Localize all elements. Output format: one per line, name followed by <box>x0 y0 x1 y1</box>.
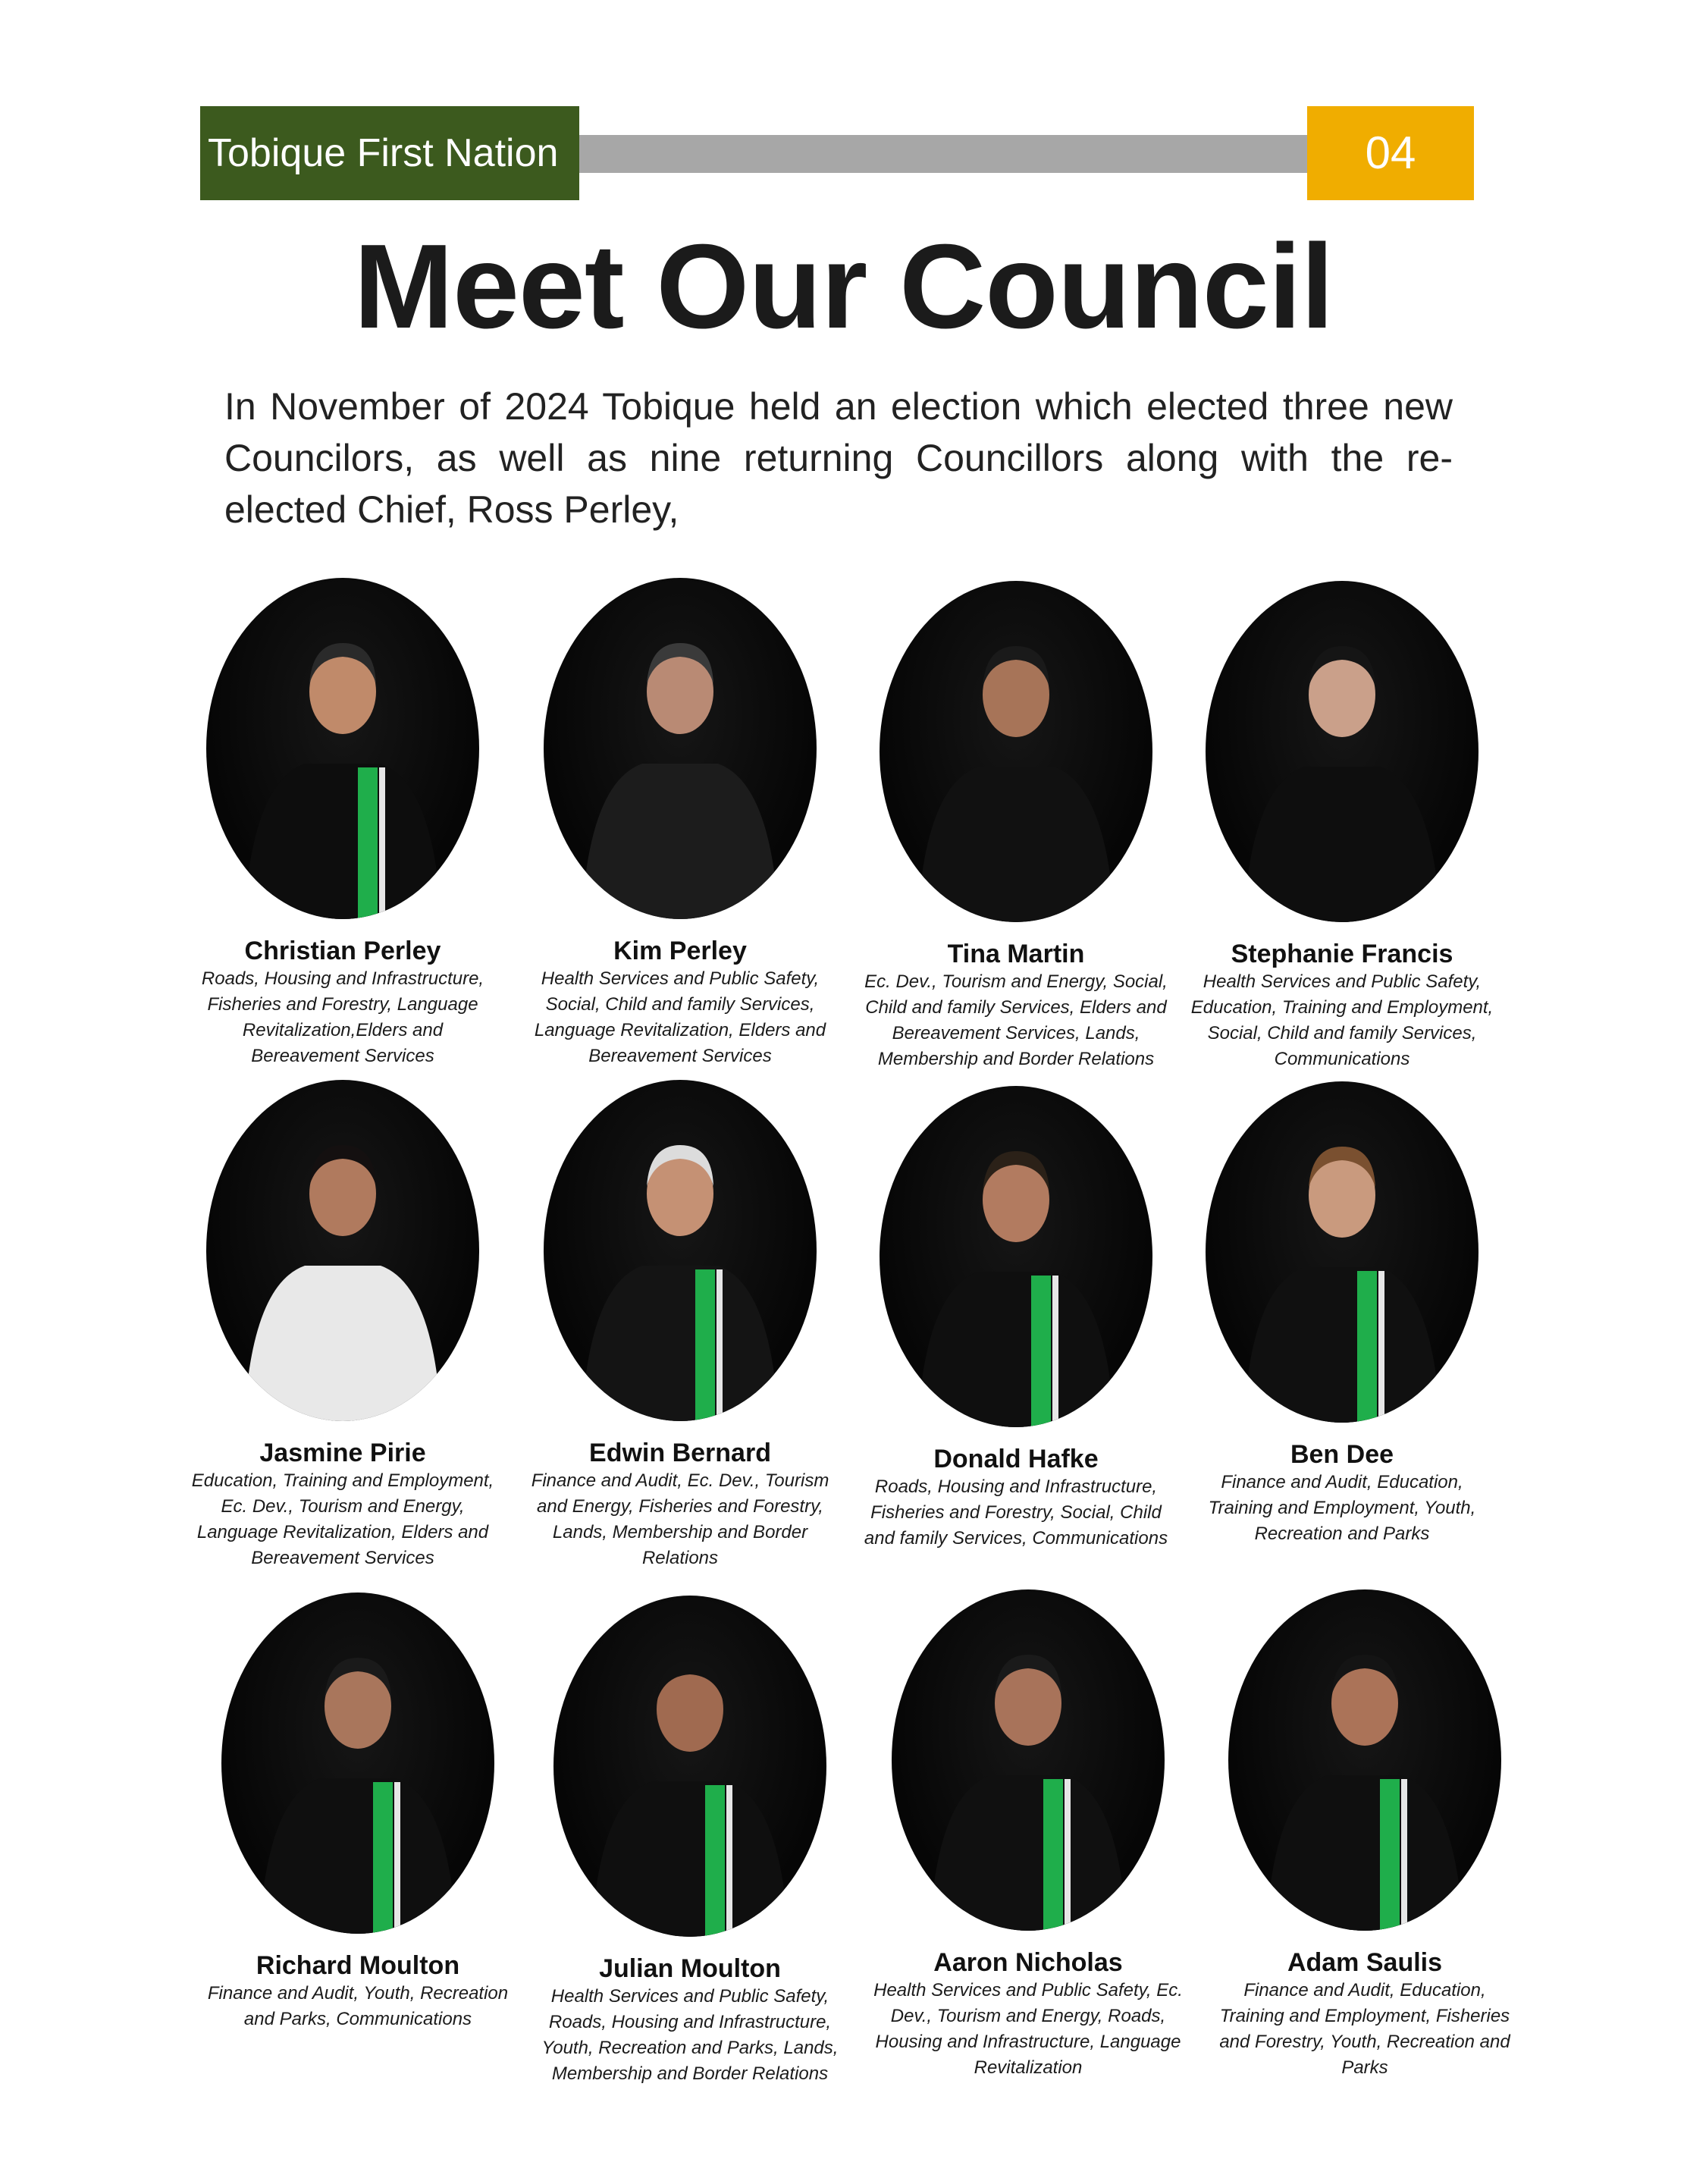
member-roles: Health Services and Public Safety, Social, Child and family Services, Language Revitalization, Elders and Bereavement Services <box>534 968 826 1066</box>
member-portrait <box>206 1080 479 1421</box>
council-member-card <box>521 1080 839 1571</box>
figure-torso <box>930 1775 1127 1931</box>
portrait-figure <box>1206 1081 1478 1423</box>
ribbon-edge <box>1052 1276 1058 1427</box>
member-name: Richard Moulton <box>256 1951 460 1980</box>
page-header <box>200 106 1474 200</box>
member-portrait <box>544 578 817 919</box>
council-member-card <box>857 581 1175 1072</box>
member-roles: Health Services and Public Safety, Education, Training and Employment, Social, Child and family Services, Communications <box>1190 971 1494 1069</box>
figure-torso <box>1243 1267 1441 1423</box>
member-name: Kim Perley <box>613 937 747 965</box>
portrait-figure <box>221 1592 494 1934</box>
figure-torso <box>1243 767 1441 922</box>
portrait-figure <box>880 1086 1152 1427</box>
ribbon-stripe <box>1031 1276 1051 1427</box>
figure-torso <box>582 764 779 919</box>
figure-torso <box>1266 1775 1463 1931</box>
member-roles: Ec. Dev., Tourism and Energy, Social, Child and family Services, Elders and Bereavement Services, Lands, Membership and Border Relations <box>864 971 1168 1069</box>
member-portrait <box>1206 1081 1478 1423</box>
council-member-card <box>199 1592 517 2032</box>
member-roles: Education, Training and Employment, Ec. Dev., Tourism and Energy, Language Revitalization, Elders and Bereavement Services <box>191 1470 494 1568</box>
member-roles: Health Services and Public Safety, Ec. Dev., Tourism and Energy, Roads, Housing and Infrastructure, Language Revitalization <box>873 1980 1183 2078</box>
member-roles: Finance and Audit, Youth, Recreation and Parks, Communications <box>207 1983 509 2029</box>
member-portrait <box>553 1596 826 1937</box>
member-name: Aaron Nicholas <box>933 1948 1123 1977</box>
figure-torso <box>917 767 1115 922</box>
council-member-card <box>1183 1081 1501 1547</box>
member-name: Stephanie Francis <box>1231 940 1453 968</box>
page-number: 04 <box>1307 106 1474 200</box>
council-member-card <box>531 1596 849 2087</box>
org-name: Tobique First Nation <box>200 106 579 200</box>
council-member-card <box>869 1589 1187 2081</box>
portrait-figure <box>206 578 479 919</box>
figure-torso <box>244 1266 441 1421</box>
portrait-figure <box>880 581 1152 922</box>
council-member-card <box>1183 581 1501 1072</box>
member-portrait <box>206 578 479 919</box>
council-member-card <box>857 1086 1175 1552</box>
member-portrait <box>880 581 1152 922</box>
member-name: Adam Saulis <box>1287 1948 1443 1977</box>
portrait-figure <box>1228 1589 1501 1931</box>
member-name: Donald Hafke <box>933 1445 1099 1473</box>
council-member-card <box>183 1080 502 1571</box>
ribbon-edge <box>717 1269 723 1421</box>
member-portrait <box>1228 1589 1501 1931</box>
member-name: Edwin Bernard <box>589 1439 771 1467</box>
member-portrait <box>1206 581 1478 922</box>
portrait-figure <box>892 1589 1165 1931</box>
member-name: Ben Dee <box>1290 1440 1394 1469</box>
council-member-card <box>1206 1589 1524 2081</box>
member-roles: Roads, Housing and Infrastructure, Fisheries and Forestry, Language Revitalization,Elders and Bereavement Services <box>201 968 484 1066</box>
ribbon-stripe <box>695 1269 715 1421</box>
council-member-card <box>183 578 502 1069</box>
member-portrait <box>892 1589 1165 1931</box>
member-portrait <box>880 1086 1152 1427</box>
ribbon-stripe <box>373 1782 393 1934</box>
member-roles: Roads, Housing and Infrastructure, Fisheries and Forestry, Social, Child and family Services, Communications <box>864 1476 1168 1549</box>
figure-torso <box>259 1778 456 1934</box>
ribbon-stripe <box>1380 1779 1400 1931</box>
portrait-figure <box>544 1080 817 1421</box>
figure-torso <box>591 1781 789 1937</box>
ribbon-stripe <box>1043 1779 1063 1931</box>
figure-torso <box>582 1266 779 1421</box>
ribbon-stripe <box>1357 1271 1377 1423</box>
portrait-figure <box>553 1596 826 1937</box>
figure-torso <box>244 764 441 919</box>
portrait-figure <box>1206 581 1478 922</box>
intro-paragraph: In November of 2024 Tobique held an election which elected three new Councilors, as well as nine returning Councillors along with the re-elected Chief, Ross Perley, <box>224 385 1453 531</box>
ribbon-stripe <box>358 767 378 919</box>
member-roles: Finance and Audit, Ec. Dev., Tourism and Energy, Fisheries and Forestry, Lands, Membership and Border Relations <box>531 1470 829 1568</box>
member-roles: Finance and Audit, Education, Training and Employment, Fisheries and Forestry, Youth, Recreation and Parks <box>1219 1980 1510 2078</box>
ribbon-edge <box>1378 1271 1384 1423</box>
figure-torso <box>917 1272 1115 1427</box>
portrait-figure <box>544 578 817 919</box>
ribbon-edge <box>726 1785 732 1937</box>
page-title: Meet Our Council <box>353 220 1334 353</box>
member-name: Tina Martin <box>947 940 1085 968</box>
ribbon-edge <box>379 767 385 919</box>
council-member-card <box>521 578 839 1069</box>
ribbon-edge <box>1401 1779 1407 1931</box>
member-roles: Finance and Audit, Education, Training and Employment, Youth, Recreation and Parks <box>1208 1472 1476 1544</box>
member-name: Jasmine Pirie <box>259 1439 426 1467</box>
member-name: Julian Moulton <box>599 1954 781 1983</box>
portrait-figure <box>206 1080 479 1421</box>
member-name: Christian Perley <box>244 937 441 965</box>
ribbon-stripe <box>705 1785 725 1937</box>
ribbon-edge <box>394 1782 400 1934</box>
header-divider <box>564 135 1360 173</box>
ribbon-edge <box>1065 1779 1071 1931</box>
member-roles: Health Services and Public Safety, Roads, Housing and Infrastructure, Youth, Recreation and Parks, Lands, Membership and Border Relations <box>541 1986 839 2084</box>
member-portrait <box>544 1080 817 1421</box>
member-portrait <box>221 1592 494 1934</box>
